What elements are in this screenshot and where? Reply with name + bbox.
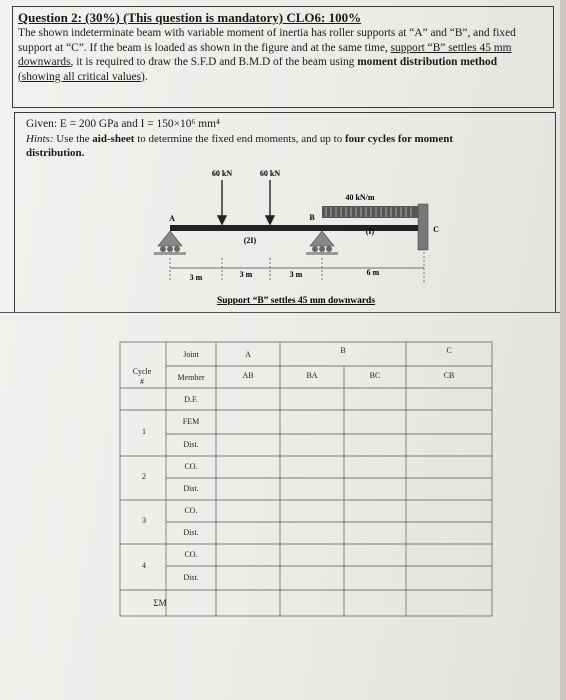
row-co-2: CO. — [184, 506, 198, 515]
row-df: D.F. — [184, 395, 198, 404]
row-co-1: CO. — [184, 462, 198, 471]
header-joint: Joint — [183, 350, 199, 359]
sum-moment-label: ΣM — [153, 598, 167, 608]
joint-b: B — [340, 346, 346, 355]
label-a: A — [169, 214, 175, 223]
dim-label-3: 3 m — [289, 270, 303, 279]
load2-label: 60 kN — [259, 169, 281, 178]
question-line3c: moment distribution method — [357, 56, 498, 68]
question-line2a: support at “C”. If the beam is loaded as shown in the figure and at the same time, — [18, 41, 391, 54]
member-cb: CB — [443, 371, 455, 380]
question-line3a: downwards — [18, 56, 71, 68]
question-line1: The shown indeterminate beam with variable moment of inertia has roller supports at “A” and “B”, and fixed — [18, 27, 516, 39]
table-outer-border — [120, 342, 492, 616]
joint-a: A — [245, 350, 251, 359]
cycle-1: 1 — [142, 427, 146, 436]
member-ba: BA — [306, 371, 318, 380]
dim-label-2: 3 m — [239, 270, 253, 279]
question-line3b: , it is required to draw the S.F.D and B.M.D of the beam using — [70, 56, 358, 68]
question-line2b: support “B” settles 45 mm — [390, 41, 512, 54]
given-text: Given: E = 200 GPa and I = 150×10⁶ mm⁴ — [26, 118, 220, 130]
row-dist-2: Dist. — [183, 484, 199, 493]
figure-caption: Support “B” settles 45 mm downwards — [216, 296, 376, 306]
member-ab: AB — [242, 371, 254, 380]
cycle-4: 4 — [142, 561, 146, 570]
dim-label-1: 3 m — [189, 273, 203, 282]
hints-label: Hints: — [26, 133, 54, 145]
question-line4: (showing all critical values) — [18, 70, 145, 83]
hints-c: to determine the fixed end moments, and up to — [134, 133, 345, 145]
row-dist-1: Dist. — [183, 440, 199, 449]
row-fem: FEM — [182, 417, 200, 426]
dim-label-4: 6 m — [366, 268, 380, 277]
row-co-3: CO. — [184, 550, 198, 559]
inertia-ab: (2I) — [243, 236, 257, 245]
cycle-2: 2 — [142, 472, 146, 481]
question-line4end: . — [144, 70, 148, 83]
hints-d: four cycles for moment distribution. — [26, 133, 453, 159]
row-dist-4: Dist. — [183, 573, 199, 582]
question-header: Question 2: (30%) (This question is mandatory) CLO6: 100% — [18, 10, 362, 25]
member-bc: BC — [369, 371, 381, 380]
header-hash: # — [140, 377, 144, 386]
label-c: C — [433, 225, 439, 234]
load1-label: 60 kN — [211, 169, 233, 178]
header-member: Member — [177, 373, 205, 382]
joint-c: C — [446, 346, 452, 355]
hints-b: aid-sheet — [92, 133, 135, 145]
udl-label: 40 kN/m — [345, 193, 375, 202]
cycle-3: 3 — [142, 516, 146, 525]
inertia-bc: (I) — [365, 227, 375, 236]
row-dist-3: Dist. — [183, 528, 199, 537]
label-b: B — [309, 213, 315, 222]
hints-a: Use the — [53, 133, 93, 145]
header-cycle: Cycle — [132, 367, 152, 376]
